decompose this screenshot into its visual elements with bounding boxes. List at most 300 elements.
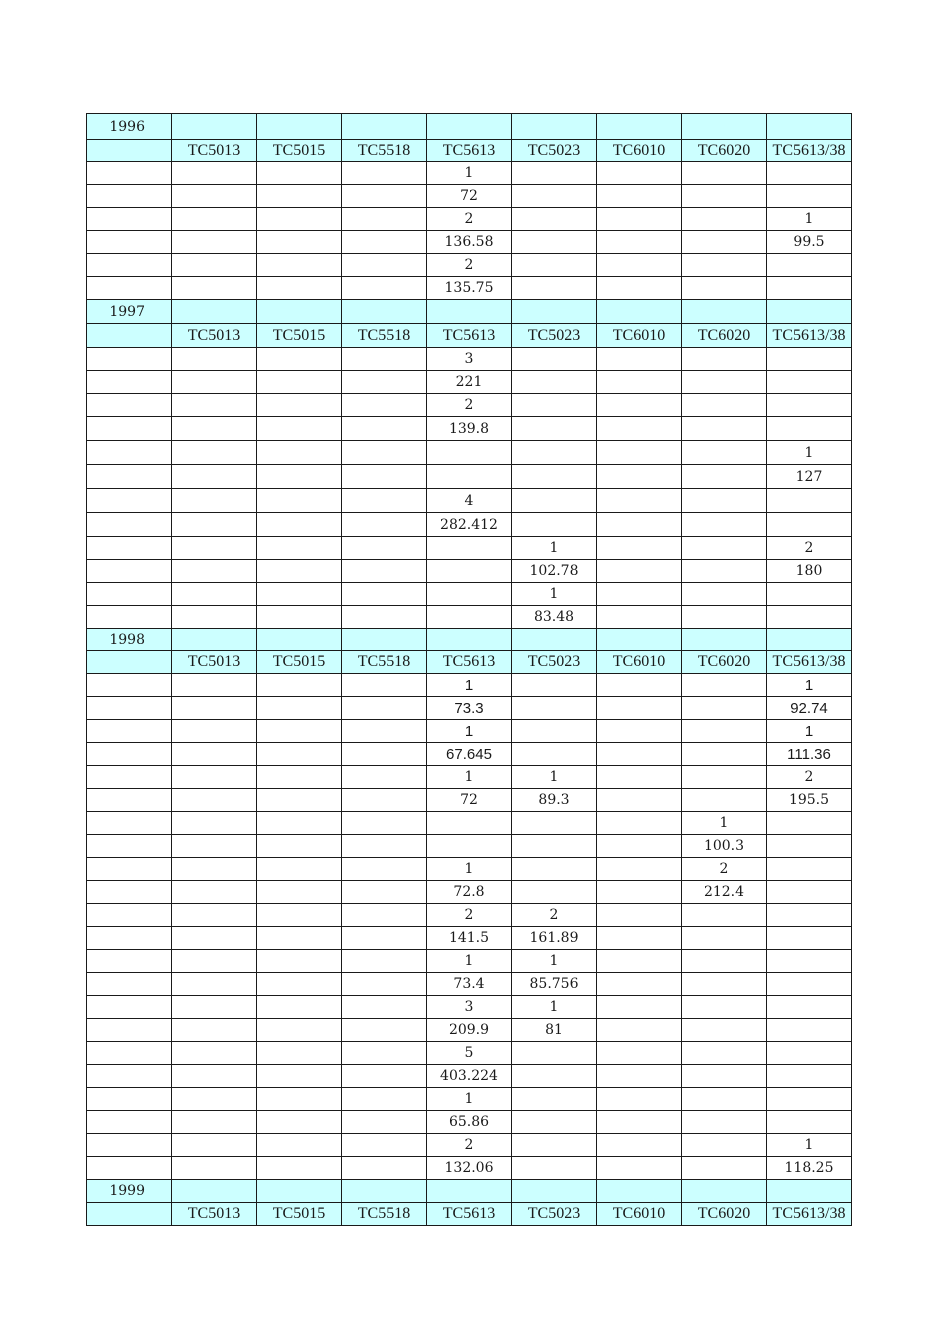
- empty-cell[interactable]: [342, 1088, 427, 1111]
- empty-cell[interactable]: [257, 1157, 342, 1180]
- empty-cell[interactable]: [172, 231, 257, 254]
- empty-cell[interactable]: [172, 720, 257, 743]
- empty-cell[interactable]: [172, 1180, 257, 1203]
- empty-cell[interactable]: [87, 208, 172, 231]
- empty-cell[interactable]: [512, 277, 597, 300]
- empty-cell[interactable]: [342, 1180, 427, 1203]
- empty-cell[interactable]: [682, 789, 767, 812]
- empty-cell[interactable]: [682, 441, 767, 465]
- empty-cell[interactable]: [597, 583, 682, 606]
- empty-cell[interactable]: [257, 489, 342, 513]
- empty-cell[interactable]: [597, 881, 682, 904]
- empty-cell[interactable]: [342, 674, 427, 697]
- empty-cell[interactable]: [87, 537, 172, 560]
- empty-cell[interactable]: [257, 231, 342, 254]
- empty-cell[interactable]: [597, 254, 682, 277]
- empty-cell[interactable]: [342, 629, 427, 651]
- empty-cell[interactable]: [512, 835, 597, 858]
- empty-cell[interactable]: [257, 1065, 342, 1088]
- model-header-cell[interactable]: TC5613/38: [767, 324, 852, 348]
- empty-cell[interactable]: [682, 231, 767, 254]
- empty-cell[interactable]: [597, 743, 682, 766]
- model-header-cell[interactable]: TC5518: [342, 324, 427, 348]
- model-header-cell[interactable]: TC5023: [512, 140, 597, 162]
- empty-cell[interactable]: [512, 394, 597, 417]
- value-cell[interactable]: 282.412: [427, 513, 512, 537]
- empty-cell[interactable]: [172, 348, 257, 371]
- empty-cell[interactable]: [597, 1180, 682, 1203]
- value-cell[interactable]: 2: [427, 904, 512, 927]
- empty-cell[interactable]: [767, 394, 852, 417]
- empty-cell[interactable]: [597, 950, 682, 973]
- value-cell[interactable]: 3: [427, 996, 512, 1019]
- empty-cell[interactable]: [512, 1065, 597, 1088]
- value-cell[interactable]: 212.4: [682, 881, 767, 904]
- empty-cell[interactable]: [767, 277, 852, 300]
- empty-cell[interactable]: [172, 927, 257, 950]
- empty-cell[interactable]: [682, 1157, 767, 1180]
- value-cell[interactable]: 1: [767, 1134, 852, 1157]
- value-cell[interactable]: 65.86: [427, 1111, 512, 1134]
- empty-cell[interactable]: [512, 208, 597, 231]
- value-cell[interactable]: 102.78: [512, 560, 597, 583]
- year-cell[interactable]: 1999: [87, 1180, 172, 1203]
- empty-cell[interactable]: [257, 720, 342, 743]
- empty-cell[interactable]: [87, 720, 172, 743]
- empty-cell[interactable]: [597, 465, 682, 489]
- empty-cell[interactable]: [172, 1111, 257, 1134]
- empty-cell[interactable]: [342, 489, 427, 513]
- empty-cell[interactable]: [767, 254, 852, 277]
- empty-cell[interactable]: [87, 513, 172, 537]
- empty-cell[interactable]: [597, 766, 682, 789]
- empty-cell[interactable]: [172, 766, 257, 789]
- model-header-cell[interactable]: TC5023: [512, 324, 597, 348]
- empty-cell[interactable]: [87, 789, 172, 812]
- empty-cell[interactable]: [682, 537, 767, 560]
- empty-cell[interactable]: [767, 513, 852, 537]
- value-cell[interactable]: 73.4: [427, 973, 512, 996]
- empty-cell[interactable]: [172, 277, 257, 300]
- value-cell[interactable]: 195.5: [767, 789, 852, 812]
- empty-cell[interactable]: [87, 324, 172, 348]
- empty-cell[interactable]: [172, 1134, 257, 1157]
- empty-cell[interactable]: [342, 835, 427, 858]
- value-cell[interactable]: 139.8: [427, 417, 512, 441]
- value-cell[interactable]: 92.74: [767, 697, 852, 720]
- empty-cell[interactable]: [682, 904, 767, 927]
- empty-cell[interactable]: [172, 904, 257, 927]
- empty-cell[interactable]: [172, 583, 257, 606]
- value-cell[interactable]: 72: [427, 185, 512, 208]
- empty-cell[interactable]: [512, 348, 597, 371]
- value-cell[interactable]: 403.224: [427, 1065, 512, 1088]
- empty-cell[interactable]: [682, 417, 767, 441]
- empty-cell[interactable]: [172, 371, 257, 394]
- empty-cell[interactable]: [427, 606, 512, 629]
- empty-cell[interactable]: [597, 231, 682, 254]
- value-cell[interactable]: 180: [767, 560, 852, 583]
- value-cell[interactable]: 2: [427, 208, 512, 231]
- empty-cell[interactable]: [257, 697, 342, 720]
- empty-cell[interactable]: [87, 697, 172, 720]
- model-header-cell[interactable]: TC6020: [682, 1203, 767, 1226]
- empty-cell[interactable]: [512, 1180, 597, 1203]
- empty-cell[interactable]: [597, 348, 682, 371]
- empty-cell[interactable]: [767, 1111, 852, 1134]
- empty-cell[interactable]: [87, 465, 172, 489]
- value-cell[interactable]: 1: [427, 766, 512, 789]
- empty-cell[interactable]: [342, 950, 427, 973]
- empty-cell[interactable]: [512, 114, 597, 140]
- empty-cell[interactable]: [342, 348, 427, 371]
- empty-cell[interactable]: [87, 1134, 172, 1157]
- empty-cell[interactable]: [767, 114, 852, 140]
- empty-cell[interactable]: [767, 835, 852, 858]
- empty-cell[interactable]: [767, 629, 852, 651]
- value-cell[interactable]: 2: [767, 537, 852, 560]
- empty-cell[interactable]: [597, 371, 682, 394]
- empty-cell[interactable]: [257, 537, 342, 560]
- empty-cell[interactable]: [257, 1134, 342, 1157]
- model-header-cell[interactable]: TC6010: [597, 324, 682, 348]
- empty-cell[interactable]: [87, 835, 172, 858]
- empty-cell[interactable]: [767, 300, 852, 324]
- empty-cell[interactable]: [257, 881, 342, 904]
- empty-cell[interactable]: [342, 1111, 427, 1134]
- value-cell[interactable]: 72: [427, 789, 512, 812]
- value-cell[interactable]: 1: [682, 812, 767, 835]
- empty-cell[interactable]: [172, 812, 257, 835]
- empty-cell[interactable]: [597, 1157, 682, 1180]
- empty-cell[interactable]: [257, 1019, 342, 1042]
- value-cell[interactable]: 1: [512, 583, 597, 606]
- empty-cell[interactable]: [682, 489, 767, 513]
- value-cell[interactable]: 2: [427, 394, 512, 417]
- empty-cell[interactable]: [172, 1042, 257, 1065]
- empty-cell[interactable]: [512, 629, 597, 651]
- empty-cell[interactable]: [342, 720, 427, 743]
- empty-cell[interactable]: [512, 162, 597, 185]
- empty-cell[interactable]: [342, 1065, 427, 1088]
- empty-cell[interactable]: [512, 254, 597, 277]
- value-cell[interactable]: 1: [427, 858, 512, 881]
- empty-cell[interactable]: [172, 743, 257, 766]
- empty-cell[interactable]: [767, 881, 852, 904]
- empty-cell[interactable]: [597, 114, 682, 140]
- empty-cell[interactable]: [172, 185, 257, 208]
- empty-cell[interactable]: [427, 583, 512, 606]
- value-cell[interactable]: 209.9: [427, 1019, 512, 1042]
- empty-cell[interactable]: [342, 973, 427, 996]
- empty-cell[interactable]: [342, 114, 427, 140]
- empty-cell[interactable]: [257, 789, 342, 812]
- model-header-cell[interactable]: TC6020: [682, 140, 767, 162]
- empty-cell[interactable]: [87, 1088, 172, 1111]
- empty-cell[interactable]: [682, 254, 767, 277]
- model-header-cell[interactable]: TC5013: [172, 651, 257, 674]
- empty-cell[interactable]: [682, 465, 767, 489]
- empty-cell[interactable]: [172, 881, 257, 904]
- empty-cell[interactable]: [257, 743, 342, 766]
- model-header-cell[interactable]: TC5518: [342, 651, 427, 674]
- empty-cell[interactable]: [682, 927, 767, 950]
- empty-cell[interactable]: [597, 697, 682, 720]
- empty-cell[interactable]: [172, 489, 257, 513]
- empty-cell[interactable]: [257, 254, 342, 277]
- empty-cell[interactable]: [342, 441, 427, 465]
- value-cell[interactable]: 72.8: [427, 881, 512, 904]
- empty-cell[interactable]: [342, 208, 427, 231]
- empty-cell[interactable]: [342, 465, 427, 489]
- empty-cell[interactable]: [597, 812, 682, 835]
- empty-cell[interactable]: [342, 766, 427, 789]
- empty-cell[interactable]: [342, 1157, 427, 1180]
- empty-cell[interactable]: [597, 720, 682, 743]
- empty-cell[interactable]: [87, 674, 172, 697]
- value-cell[interactable]: 111.36: [767, 743, 852, 766]
- empty-cell[interactable]: [512, 720, 597, 743]
- empty-cell[interactable]: [512, 489, 597, 513]
- empty-cell[interactable]: [767, 858, 852, 881]
- value-cell[interactable]: 1: [427, 720, 512, 743]
- model-header-cell[interactable]: TC5015: [257, 140, 342, 162]
- value-cell[interactable]: 1: [767, 208, 852, 231]
- empty-cell[interactable]: [427, 441, 512, 465]
- empty-cell[interactable]: [87, 973, 172, 996]
- empty-cell[interactable]: [597, 394, 682, 417]
- value-cell[interactable]: 89.3: [512, 789, 597, 812]
- value-cell[interactable]: 1: [767, 720, 852, 743]
- empty-cell[interactable]: [87, 371, 172, 394]
- empty-cell[interactable]: [172, 394, 257, 417]
- empty-cell[interactable]: [767, 606, 852, 629]
- empty-cell[interactable]: [342, 162, 427, 185]
- value-cell[interactable]: 1: [512, 950, 597, 973]
- empty-cell[interactable]: [597, 674, 682, 697]
- empty-cell[interactable]: [597, 904, 682, 927]
- empty-cell[interactable]: [682, 348, 767, 371]
- value-cell[interactable]: 99.5: [767, 231, 852, 254]
- empty-cell[interactable]: [257, 465, 342, 489]
- empty-cell[interactable]: [87, 766, 172, 789]
- empty-cell[interactable]: [342, 1134, 427, 1157]
- empty-cell[interactable]: [257, 348, 342, 371]
- model-header-cell[interactable]: TC5613: [427, 140, 512, 162]
- empty-cell[interactable]: [342, 371, 427, 394]
- empty-cell[interactable]: [87, 812, 172, 835]
- empty-cell[interactable]: [767, 417, 852, 441]
- empty-cell[interactable]: [257, 114, 342, 140]
- empty-cell[interactable]: [342, 606, 427, 629]
- empty-cell[interactable]: [257, 973, 342, 996]
- empty-cell[interactable]: [172, 973, 257, 996]
- empty-cell[interactable]: [342, 743, 427, 766]
- empty-cell[interactable]: [257, 441, 342, 465]
- empty-cell[interactable]: [427, 629, 512, 651]
- model-header-cell[interactable]: TC5015: [257, 1203, 342, 1226]
- empty-cell[interactable]: [512, 674, 597, 697]
- empty-cell[interactable]: [597, 208, 682, 231]
- empty-cell[interactable]: [172, 835, 257, 858]
- empty-cell[interactable]: [597, 441, 682, 465]
- value-cell[interactable]: 2: [767, 766, 852, 789]
- value-cell[interactable]: 141.5: [427, 927, 512, 950]
- value-cell[interactable]: 73.3: [427, 697, 512, 720]
- empty-cell[interactable]: [257, 371, 342, 394]
- empty-cell[interactable]: [682, 950, 767, 973]
- empty-cell[interactable]: [597, 1065, 682, 1088]
- empty-cell[interactable]: [682, 996, 767, 1019]
- empty-cell[interactable]: [427, 835, 512, 858]
- empty-cell[interactable]: [427, 560, 512, 583]
- model-header-cell[interactable]: TC5518: [342, 1203, 427, 1226]
- empty-cell[interactable]: [257, 766, 342, 789]
- value-cell[interactable]: 1: [512, 766, 597, 789]
- empty-cell[interactable]: [257, 394, 342, 417]
- empty-cell[interactable]: [427, 537, 512, 560]
- empty-cell[interactable]: [597, 606, 682, 629]
- empty-cell[interactable]: [172, 254, 257, 277]
- empty-cell[interactable]: [597, 417, 682, 441]
- empty-cell[interactable]: [512, 513, 597, 537]
- model-header-cell[interactable]: TC5613/38: [767, 1203, 852, 1226]
- empty-cell[interactable]: [597, 1019, 682, 1042]
- empty-cell[interactable]: [172, 1019, 257, 1042]
- empty-cell[interactable]: [682, 674, 767, 697]
- empty-cell[interactable]: [172, 417, 257, 441]
- empty-cell[interactable]: [597, 162, 682, 185]
- empty-cell[interactable]: [342, 904, 427, 927]
- empty-cell[interactable]: [512, 881, 597, 904]
- model-header-cell[interactable]: TC5613: [427, 324, 512, 348]
- model-header-cell[interactable]: TC5613: [427, 651, 512, 674]
- empty-cell[interactable]: [257, 513, 342, 537]
- empty-cell[interactable]: [87, 1065, 172, 1088]
- empty-cell[interactable]: [87, 348, 172, 371]
- empty-cell[interactable]: [597, 1134, 682, 1157]
- empty-cell[interactable]: [682, 277, 767, 300]
- empty-cell[interactable]: [342, 1019, 427, 1042]
- empty-cell[interactable]: [257, 1042, 342, 1065]
- empty-cell[interactable]: [597, 789, 682, 812]
- model-header-cell[interactable]: TC5518: [342, 140, 427, 162]
- empty-cell[interactable]: [172, 162, 257, 185]
- empty-cell[interactable]: [257, 835, 342, 858]
- empty-cell[interactable]: [512, 1088, 597, 1111]
- empty-cell[interactable]: [257, 629, 342, 651]
- value-cell[interactable]: 81: [512, 1019, 597, 1042]
- model-header-cell[interactable]: TC6010: [597, 1203, 682, 1226]
- empty-cell[interactable]: [512, 1111, 597, 1134]
- empty-cell[interactable]: [257, 927, 342, 950]
- empty-cell[interactable]: [597, 560, 682, 583]
- empty-cell[interactable]: [172, 1088, 257, 1111]
- empty-cell[interactable]: [172, 560, 257, 583]
- empty-cell[interactable]: [767, 927, 852, 950]
- empty-cell[interactable]: [512, 1134, 597, 1157]
- empty-cell[interactable]: [87, 231, 172, 254]
- empty-cell[interactable]: [767, 1042, 852, 1065]
- model-header-cell[interactable]: TC6020: [682, 324, 767, 348]
- empty-cell[interactable]: [682, 1042, 767, 1065]
- empty-cell[interactable]: [682, 114, 767, 140]
- value-cell[interactable]: 2: [682, 858, 767, 881]
- value-cell[interactable]: 132.06: [427, 1157, 512, 1180]
- value-cell[interactable]: 1: [427, 1088, 512, 1111]
- empty-cell[interactable]: [682, 583, 767, 606]
- empty-cell[interactable]: [172, 300, 257, 324]
- empty-cell[interactable]: [257, 417, 342, 441]
- value-cell[interactable]: 100.3: [682, 835, 767, 858]
- year-cell[interactable]: 1996: [87, 114, 172, 140]
- value-cell[interactable]: 67.645: [427, 743, 512, 766]
- empty-cell[interactable]: [767, 1088, 852, 1111]
- empty-cell[interactable]: [172, 629, 257, 651]
- empty-cell[interactable]: [767, 489, 852, 513]
- empty-cell[interactable]: [172, 208, 257, 231]
- empty-cell[interactable]: [87, 441, 172, 465]
- model-header-cell[interactable]: TC5613/38: [767, 140, 852, 162]
- empty-cell[interactable]: [87, 489, 172, 513]
- value-cell[interactable]: 2: [427, 254, 512, 277]
- empty-cell[interactable]: [342, 858, 427, 881]
- empty-cell[interactable]: [87, 996, 172, 1019]
- empty-cell[interactable]: [597, 858, 682, 881]
- empty-cell[interactable]: [172, 465, 257, 489]
- empty-cell[interactable]: [427, 1180, 512, 1203]
- empty-cell[interactable]: [172, 1065, 257, 1088]
- empty-cell[interactable]: [682, 1180, 767, 1203]
- empty-cell[interactable]: [257, 1111, 342, 1134]
- model-header-cell[interactable]: TC5023: [512, 651, 597, 674]
- empty-cell[interactable]: [767, 996, 852, 1019]
- empty-cell[interactable]: [512, 1157, 597, 1180]
- empty-cell[interactable]: [257, 1180, 342, 1203]
- empty-cell[interactable]: [597, 1088, 682, 1111]
- year-cell[interactable]: 1998: [87, 629, 172, 651]
- value-cell[interactable]: 118.25: [767, 1157, 852, 1180]
- empty-cell[interactable]: [342, 927, 427, 950]
- empty-cell[interactable]: [512, 465, 597, 489]
- empty-cell[interactable]: [342, 513, 427, 537]
- empty-cell[interactable]: [682, 208, 767, 231]
- empty-cell[interactable]: [342, 537, 427, 560]
- model-header-cell[interactable]: TC5013: [172, 1203, 257, 1226]
- empty-cell[interactable]: [87, 254, 172, 277]
- empty-cell[interactable]: [512, 441, 597, 465]
- empty-cell[interactable]: [427, 300, 512, 324]
- empty-cell[interactable]: [257, 185, 342, 208]
- empty-cell[interactable]: [597, 513, 682, 537]
- empty-cell[interactable]: [257, 277, 342, 300]
- empty-cell[interactable]: [172, 789, 257, 812]
- empty-cell[interactable]: [767, 162, 852, 185]
- empty-cell[interactable]: [767, 812, 852, 835]
- empty-cell[interactable]: [682, 1134, 767, 1157]
- value-cell[interactable]: 1: [427, 950, 512, 973]
- empty-cell[interactable]: [682, 697, 767, 720]
- model-header-cell[interactable]: TC6010: [597, 651, 682, 674]
- empty-cell[interactable]: [342, 394, 427, 417]
- empty-cell[interactable]: [512, 812, 597, 835]
- model-header-cell[interactable]: TC5613/38: [767, 651, 852, 674]
- empty-cell[interactable]: [682, 394, 767, 417]
- empty-cell[interactable]: [597, 277, 682, 300]
- model-header-cell[interactable]: TC5015: [257, 651, 342, 674]
- value-cell[interactable]: 127: [767, 465, 852, 489]
- empty-cell[interactable]: [427, 812, 512, 835]
